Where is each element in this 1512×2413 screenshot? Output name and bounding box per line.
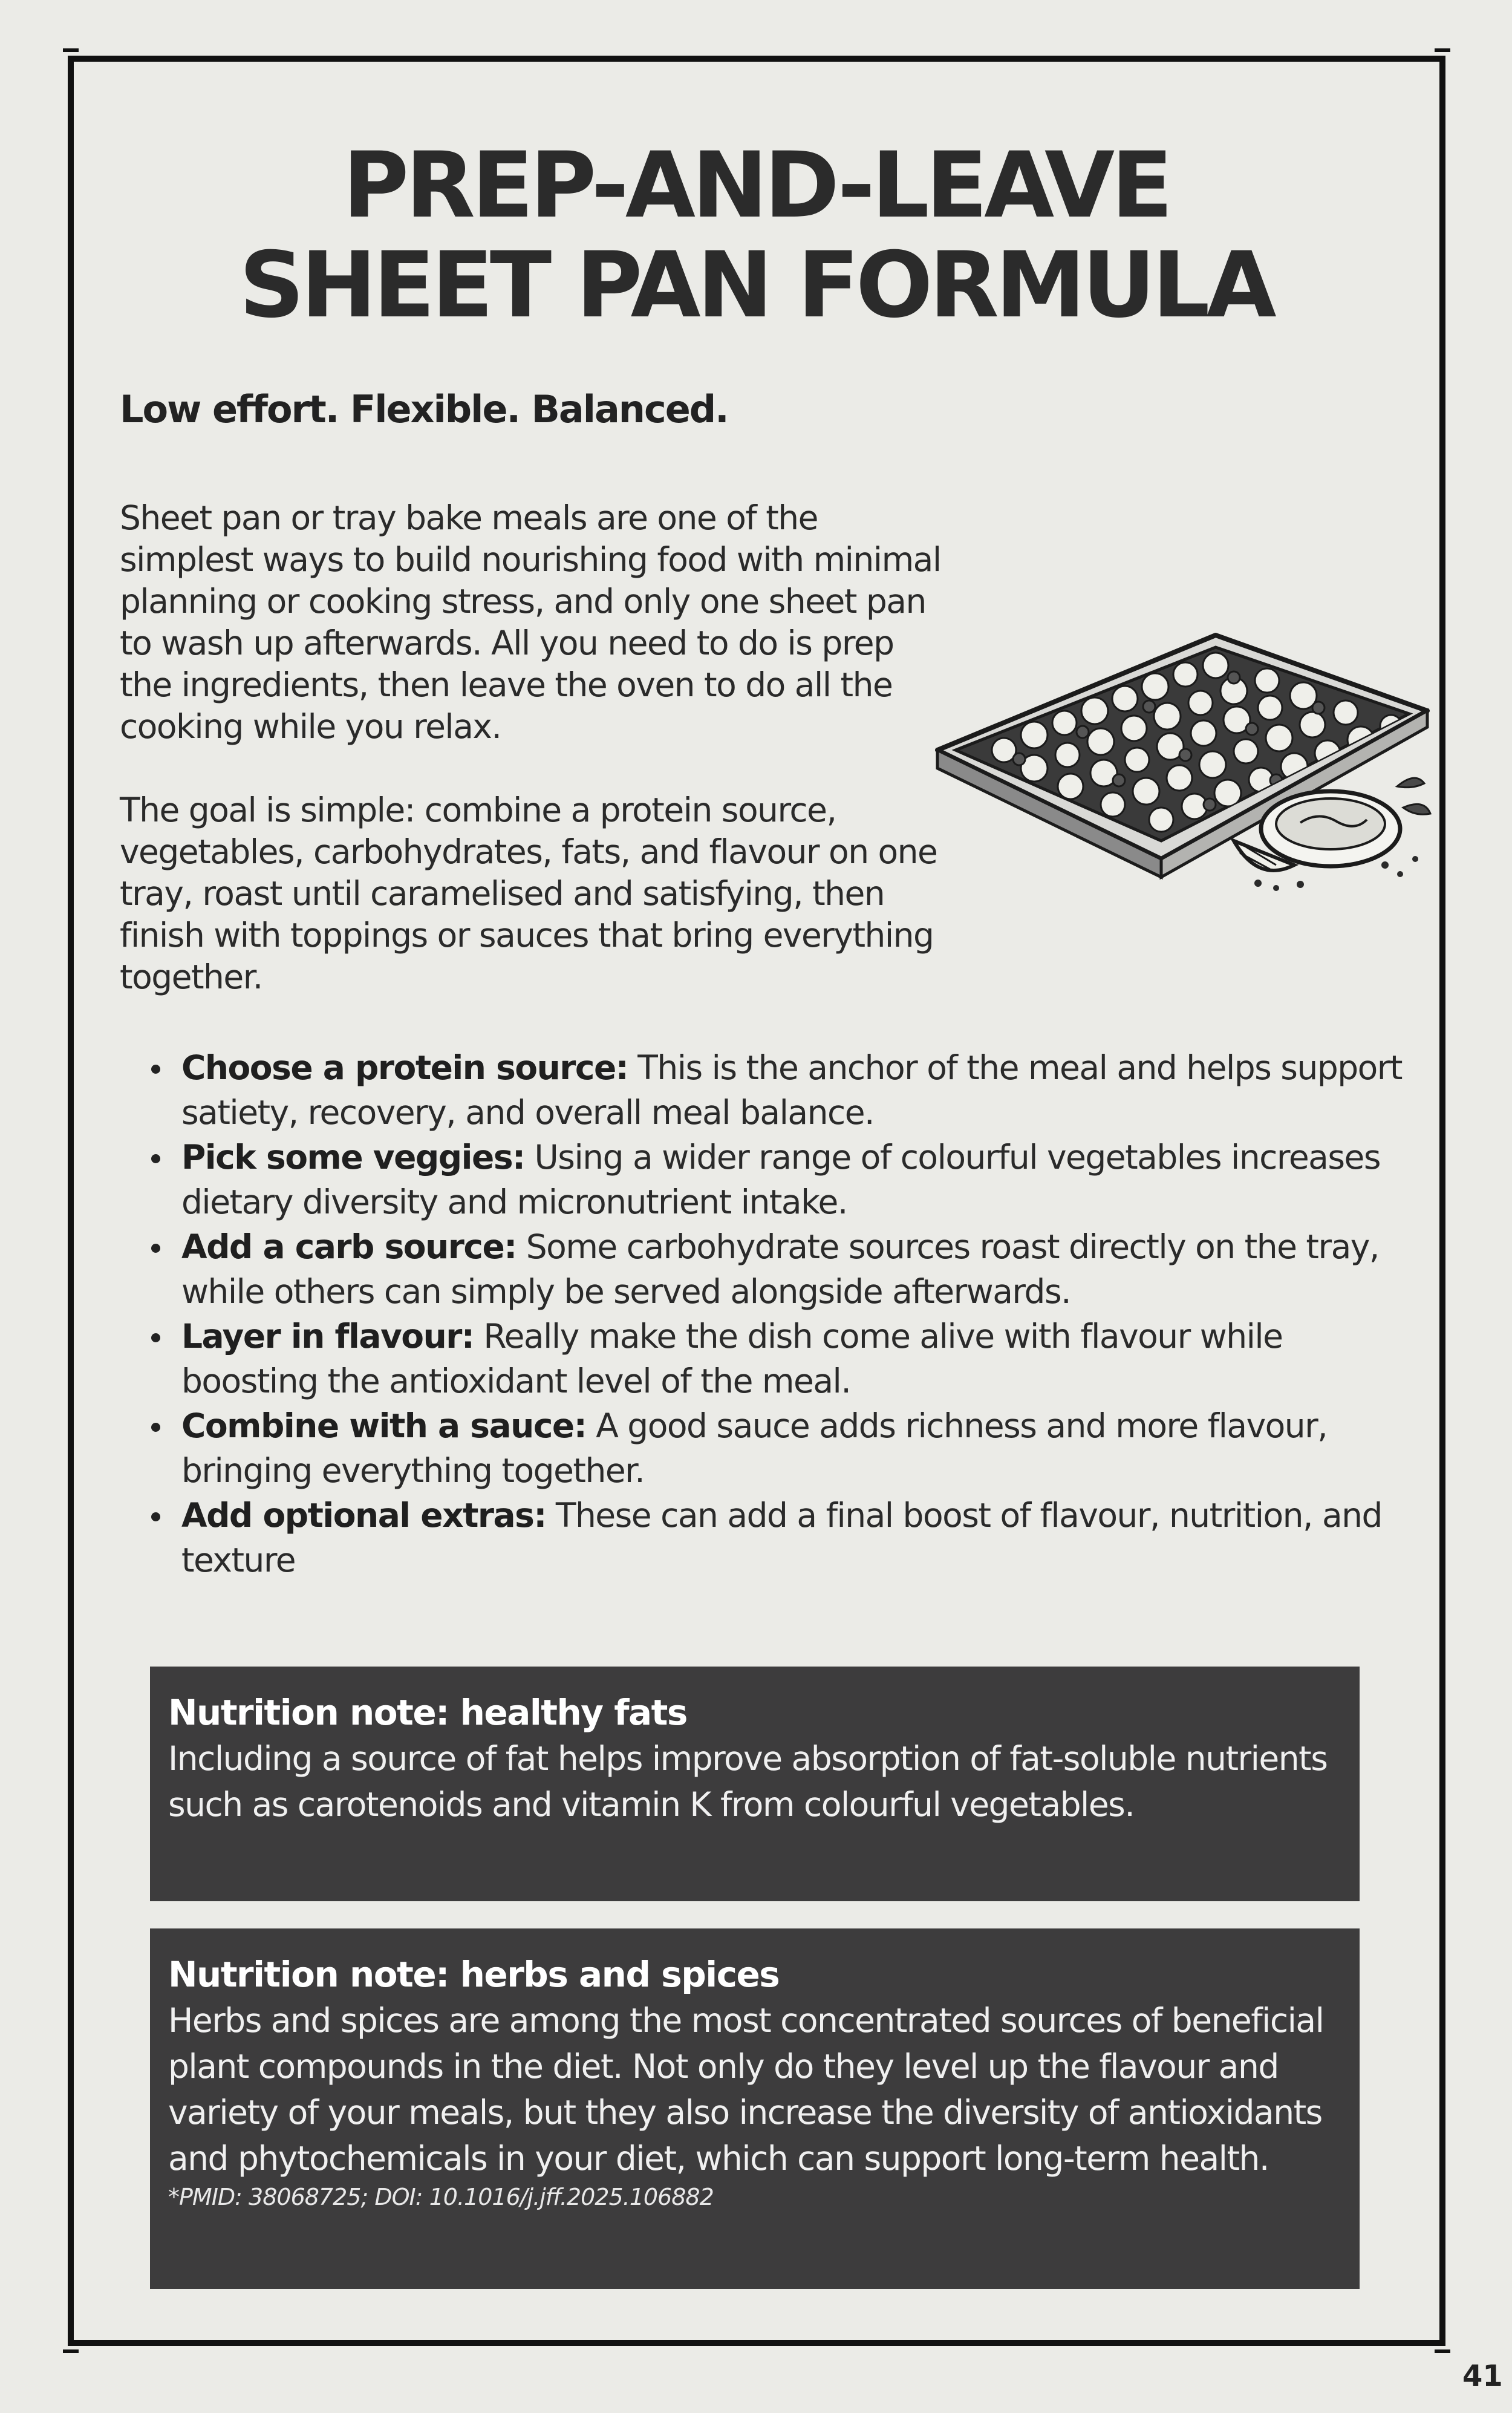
step-lead: Choose a protein source:: [181, 1048, 628, 1087]
corner-tick: [63, 2349, 79, 2353]
page-subtitle: Low effort. Flexible. Balanced.: [120, 387, 728, 431]
step-text: Some carbohydrate sources roast directly on the tray, while others can simply be served alongside afterwards.: [181, 1227, 1379, 1311]
list-item: [151, 1314, 1409, 1403]
list-item: [151, 1224, 1409, 1314]
step-text: Using a wider range of colourful vegetables increases dietary diversity and micronutrient intake.: [181, 1138, 1381, 1221]
frame-right-border: [1439, 56, 1445, 2346]
intro-paragraph-1: Sheet pan or tray bake meals are one of the simplest ways to build nourishing food with minimal planning or cooking stress, and only one sheet pan to wash up afterwards. All you need to do is prep the ingredients, then leave the oven to do all the cooking while you relax.: [120, 498, 941, 746]
title-line-1: PREP-AND-LEAVE: [342, 133, 1170, 238]
step-text: These can add a final boost of flavour, nutrition, and texture: [181, 1496, 1382, 1579]
intro-text: [120, 497, 942, 1040]
note-reference: *PMID: 38068725; DOI: 10.1016/j.jff.2025.106882: [168, 2184, 714, 2210]
list-item: [151, 1493, 1409, 1582]
list-item: [151, 1403, 1409, 1493]
step-lead: Add optional extras:: [181, 1496, 546, 1535]
nutrition-note-healthy-fats: [150, 1667, 1360, 1901]
page-number: 41: [1462, 2359, 1503, 2393]
frame-left-border: [68, 56, 74, 2346]
bullet-icon: [151, 1333, 160, 1342]
title-line-2: SHEET PAN FORMULA: [239, 233, 1273, 338]
intro-paragraph-2: The goal is simple: combine a protein source, vegetables, carbohydrates, fats, and flavour on one tray, roast until caramelised and satisfying, then finish with toppings or sauces that bring everything together.: [120, 791, 937, 996]
page-title: [79, 133, 1433, 338]
corner-tick: [1435, 2349, 1450, 2353]
step-text: Really make the dish come alive with flavour while boosting the antioxidant level of the meal.: [181, 1317, 1283, 1400]
step-lead: Layer in flavour:: [181, 1317, 474, 1356]
nutrition-note-herbs-spices: [150, 1928, 1360, 2289]
step-text: A good sauce adds richness and more flavour, bringing everything together.: [181, 1406, 1328, 1490]
bullet-icon: [151, 1423, 160, 1432]
step-lead: Combine with a sauce:: [181, 1406, 587, 1445]
step-text: This is the anchor of the meal and helps support satiety, recovery, and overall meal balance.: [181, 1048, 1402, 1132]
step-lead: Pick some veggies:: [181, 1138, 525, 1177]
note-body: Including a source of fat helps improve absorption of fat-soluble nutrients such as carotenoids and vitamin K from colourful vegetables.: [168, 1739, 1328, 1824]
sheet-pan-illustration: [931, 599, 1433, 901]
bullet-icon: [151, 1512, 160, 1521]
steps-list: [151, 1045, 1409, 1582]
bullet-icon: [151, 1244, 160, 1253]
corner-tick: [1435, 48, 1450, 52]
frame-top-border: [68, 56, 1445, 62]
note-title: Nutrition note: healthy fats: [168, 1692, 687, 1733]
frame-bottom-border: [68, 2340, 1445, 2346]
note-body: Herbs and spices are among the most concentrated sources of beneficial plant compounds in the diet. Not only do they level up the flavour and variety of your meals, but they also increase the diversity of antioxidants and phytochemicals in your diet, which can support long-term health.: [168, 2001, 1324, 2178]
note-title: Nutrition note: herbs and spices: [168, 1954, 780, 1995]
step-lead: Add a carb source:: [181, 1227, 516, 1266]
list-item: [151, 1045, 1409, 1135]
bullet-icon: [151, 1154, 160, 1163]
bullet-icon: [151, 1065, 160, 1074]
list-item: [151, 1135, 1409, 1224]
corner-tick: [63, 48, 79, 52]
